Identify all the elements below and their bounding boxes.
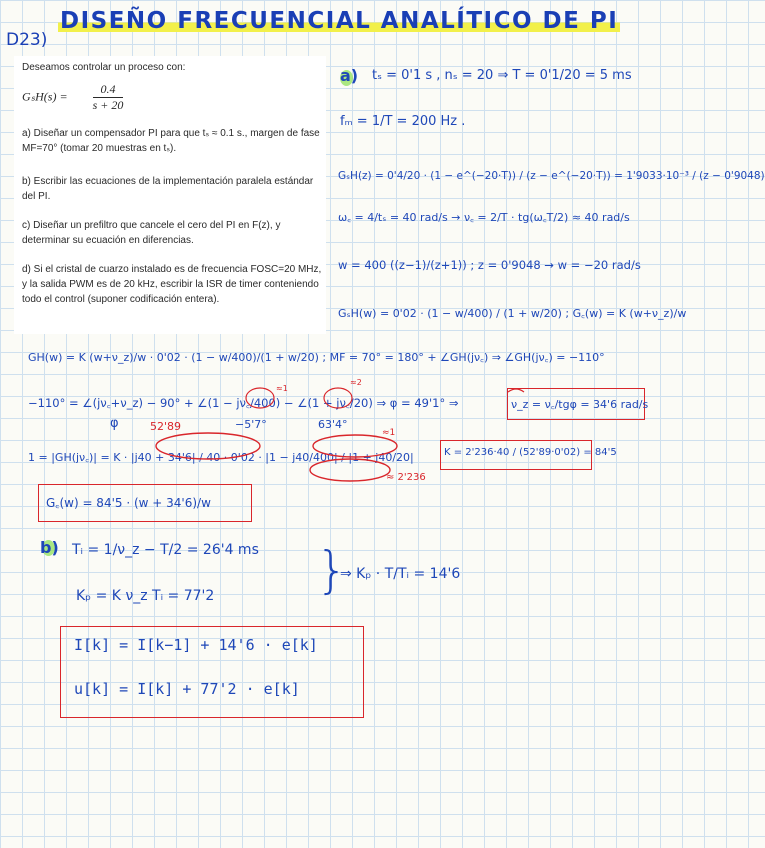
control-equation: u[k] = I[k] + 77'2 · e[k]	[74, 680, 300, 698]
kp-line: Kₚ = K ν_z Tᵢ = 77'2	[76, 588, 215, 604]
circle-jnu-plus-nuz	[156, 433, 260, 459]
integral-equation: I[k] = I[k−1] + 14'6 · e[k]	[74, 636, 318, 654]
statement-intro: Deseamos controlar un proceso con:	[22, 62, 186, 73]
annotation-5289: 52'89	[150, 420, 182, 433]
ti-line: Tᵢ = 1/ν_z − T/2 = 26'4 ms	[72, 542, 259, 558]
sampling-time-line: tₛ = 0'1 s , nₛ = 20 ⇒ T = 0'1/20 = 5 ms	[372, 68, 632, 83]
circle-numerator-term	[313, 435, 397, 457]
tf-denominator: s + 20	[92, 98, 124, 112]
problem-number: D23)	[6, 30, 48, 50]
ki-line: ⇒ Kₚ · T/Tᵢ = 14'6	[340, 566, 461, 582]
gain-result: K = 2'236·40 / (52'89·0'02) = 84'5	[444, 447, 617, 458]
phase-condition-line: −110° = ∠(jν꜀+ν_z) − 90° + ∠(1 − jν꜀/400) − ∠(1 + jν꜀/20) ⇒ φ = 49'1° ⇒	[28, 396, 459, 410]
annotation-634: 63'4°	[318, 418, 348, 431]
annotation-minus-57: −5'7°	[235, 418, 267, 431]
controller-result: G꜀(w) = 84'5 · (w + 34'6)/w	[46, 496, 211, 510]
annotation-2236: ≈ 2'236	[386, 472, 426, 483]
brace: }	[316, 541, 348, 599]
crossover-freq-line: ω꜀ = 4/tₛ = 40 rad/s → ν꜀ = 2/T · tg(ω꜀T/2) ≈ 40 rad/s	[338, 211, 630, 224]
discrete-plant-line: GₛH(z) = 0'4/20 · (1 − e^(−20·T)) / (z − e^(−20·T)) = 1'9033·10⁻³ / (z − 0'9048)	[338, 170, 765, 182]
part-a-label: a)	[340, 66, 359, 85]
circle-denominator-term	[310, 459, 390, 481]
plant-w-line: GₛH(w) = 0'02 · (1 − w/400) / (1 + w/20) ; G꜀(w) = K (w+ν_z)/w	[338, 307, 687, 320]
statement-part-c: c) Diseñar un prefiltro que cancele el cero del PI en F(z), y determinar su ecuación en diferencias.	[22, 220, 281, 246]
statement-part-d: d) Si el cristal de cuarzo instalado es de frecuencia FOSC=20 MHz, y la salida PWM es de 20 kHz, escribir la ISR de timer conteniendo todo el control (suponer codificación entera).	[22, 264, 322, 305]
w-transform-line: w = 400 ((z−1)/(z+1)) ; z = 0'9048 → w = −20 rad/s	[338, 258, 641, 272]
statement-part-b: b) Escribir las ecuaciones de la implementación paralela estándar del PI.	[22, 176, 314, 202]
annotation-approx-1: ≈1	[276, 384, 288, 393]
open-loop-line: GH(w) = K (w+ν_z)/w · 0'02 · (1 − w/400)/(1 + w/20) ; MF = 70° = 180° + ∠GH(jν꜀) ⇒ ∠GH(jν꜀) = −110°	[28, 351, 605, 364]
annotation-phi: φ	[110, 416, 119, 431]
circle-phase-term-1	[246, 388, 274, 408]
nu-z-result: ν_z = ν꜀/tgφ = 34'6 rad/s	[511, 398, 649, 411]
annotation-approx-1b: ≈1	[382, 428, 396, 438]
page-title-text: DISEÑO FRECUENCIAL ANALÍTICO DE PI	[60, 8, 619, 34]
circle-phase-term-2	[324, 388, 352, 408]
sampling-freq-line: fₘ = 1/T = 200 Hz .	[340, 114, 466, 129]
annotation-approx-2: ≈2	[350, 378, 362, 387]
part-b-label: b)	[40, 538, 59, 557]
statement-part-a: a) Diseñar un compensador PI para que tₛ ≈ 0.1 s., margen de fase MF=70° (tomar 20 muestras en tₛ).	[22, 128, 320, 154]
tf-lhs: GₛH(s) =	[22, 89, 68, 104]
nu-z-circle-mark	[508, 389, 524, 392]
magnitude-condition-line: 1 = |GH(jν꜀)| = K · |j40 + 34'6| / 40 · 0'02 · |1 − j40/400| / |1 + j40/20|	[28, 451, 414, 464]
tf-numerator: 0.4	[93, 82, 124, 98]
